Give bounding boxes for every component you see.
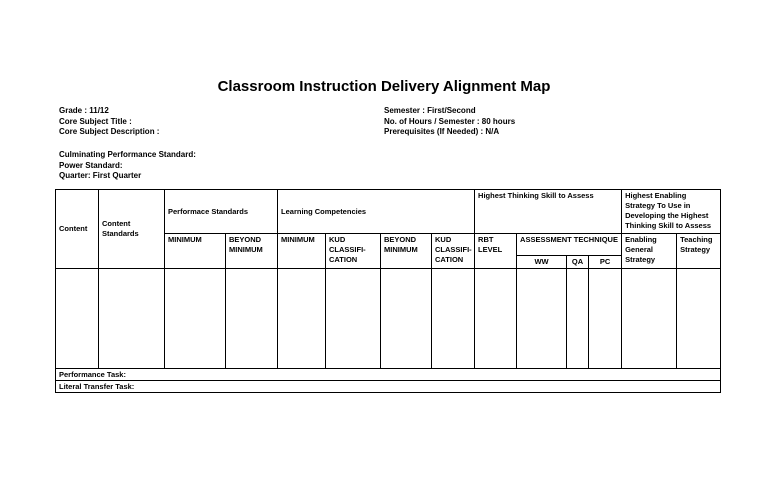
enabling-general-strategy-cell [622, 269, 677, 369]
lc-beyond-minimum-cell [381, 269, 432, 369]
content-standards-cell [99, 269, 165, 369]
highest-thinking-header: Highest Thinking Skill to Assess [475, 190, 622, 234]
kud-classification-header-1: KUD CLASSIFI-CATION [326, 234, 381, 269]
ps-beyond-minimum-header: BEYOND MINIMUM [226, 234, 278, 269]
kud-classification-cell-1 [326, 269, 381, 369]
ps-minimum-cell [165, 269, 226, 369]
lc-minimum-cell [278, 269, 326, 369]
prerequisites-label: Prerequisites (If Needed) : N/A [384, 127, 500, 136]
core-subject-description-label: Core Subject Description : [59, 127, 160, 136]
rbt-level-cell [475, 269, 517, 369]
literal-transfer-task-row: Literal Transfer Task: [56, 381, 721, 393]
learning-competencies-header: Learning Competencies [278, 190, 475, 234]
lc-beyond-minimum-header: BEYOND MINIMUM [381, 234, 432, 269]
hours-label: No. of Hours / Semester : 80 hours [384, 116, 516, 126]
qa-cell [567, 269, 589, 369]
grade-label: Grade : 11/12 [59, 106, 109, 115]
culminating-standard-label: Culminating Performance Standard: [59, 150, 196, 159]
core-subject-title-label: Core Subject Title : [59, 116, 132, 126]
qa-header: QA [567, 256, 589, 269]
power-standard-label: Power Standard: [59, 160, 123, 170]
lc-minimum-header: MINIMUM [278, 234, 326, 269]
performance-task-row: Performance Task: [56, 369, 721, 381]
performance-standards-header: Performace Standards [165, 190, 278, 234]
kud-classification-header-2: KUD CLASSIFI-CATION [432, 234, 475, 269]
quarter-label: Quarter: First Quarter [59, 171, 142, 180]
ps-beyond-minimum-cell [226, 269, 278, 369]
alignment-map-table [55, 189, 721, 393]
ps-minimum-header: MINIMUM [165, 234, 226, 269]
highest-enabling-header: Highest Enabling Strategy To Use in Developing the Highest Thinking Skill to Assess [622, 190, 721, 234]
content-header: Content [56, 190, 99, 269]
table-row [56, 269, 721, 369]
schedule-info [384, 106, 515, 138]
ww-cell [517, 269, 567, 369]
assessment-technique-header: ASSESSMENT TECHNIQUE [517, 234, 622, 256]
kud-classification-cell-2 [432, 269, 475, 369]
pc-cell [589, 269, 622, 369]
teaching-strategy-cell [677, 269, 721, 369]
content-standards-header: Content Standards [99, 190, 165, 269]
pc-header: PC [589, 256, 622, 269]
page-title: Classroom Instruction Delivery Alignment Map [217, 78, 551, 95]
content-cell [56, 269, 99, 369]
enabling-general-strategy-header: Enabling General Strategy [622, 234, 677, 269]
ww-header: WW [517, 256, 567, 269]
standards-info [59, 150, 196, 182]
semester-label: Semester : First/Second [384, 106, 476, 115]
teaching-strategy-header: Teaching Strategy [677, 234, 721, 269]
course-info [59, 106, 159, 138]
rbt-level-header: RBT LEVEL [475, 234, 517, 269]
